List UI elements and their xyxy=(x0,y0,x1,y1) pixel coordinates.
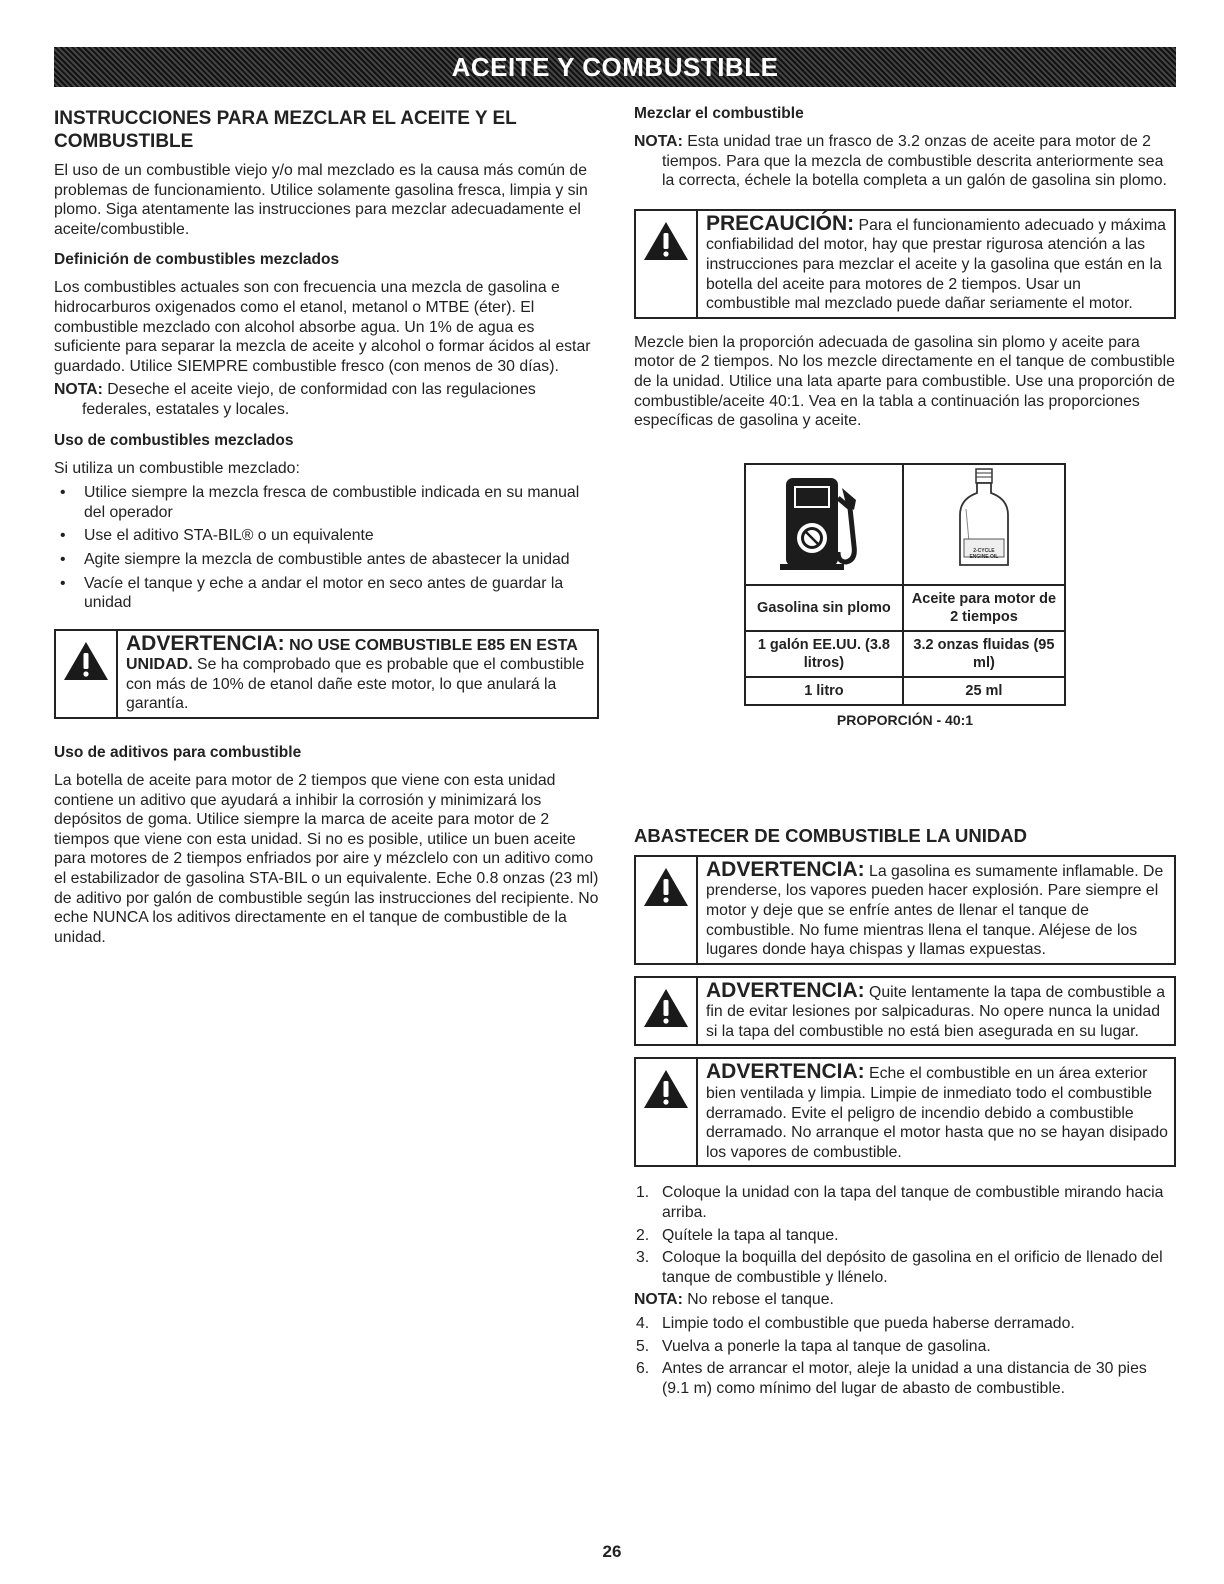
warning-label: ADVERTENCIA: xyxy=(706,1060,865,1084)
warning-body: Se ha comprobado que es probable que el combustible con más de 10% de etanol dañe este motor, lo que anulará la garantía. xyxy=(126,656,585,713)
bullet-item: • Utilice siempre la mezcla fresca de combustible indicada en su manual del operador xyxy=(54,483,599,522)
fuel-ratio-table xyxy=(744,463,1066,706)
step-text: Antes de arrancar el motor, aleje la unidad a una distancia de 30 pies (9.1 m) como mínimo del lugar de abasto de combustible. xyxy=(662,1360,1147,1397)
ventilation-warning-box xyxy=(634,1057,1176,1167)
fueling-steps-a xyxy=(634,1183,1176,1287)
step-number: 2. xyxy=(636,1226,650,1244)
note-text: No rebose el tanque. xyxy=(682,1291,834,1309)
bullet-item: • Use el aditivo STA-BIL® o un equivalente xyxy=(54,526,599,546)
banner-title: ACEITE Y COMBUSTIBLE xyxy=(451,51,779,82)
warning-triangle-icon xyxy=(636,211,698,317)
flammable-warning-box xyxy=(634,855,1176,965)
warning-triangle-icon xyxy=(636,978,698,1045)
step-text: Quítele la tapa al tanque. xyxy=(662,1226,839,1244)
oil-bottle-cell xyxy=(903,464,1065,585)
note-text: Deseche el aceite viejo, de conformidad con las regulaciones federales, estatales y locales. xyxy=(82,381,536,418)
table-cell: 1 litro xyxy=(745,677,903,705)
mixing-heading: INSTRUCCIONES PARA MEZCLAR EL ACEITE Y EL COMBUSTIBLE xyxy=(54,108,517,152)
additives-heading: Uso de aditivos para combustible xyxy=(54,744,302,762)
step-number: 6. xyxy=(636,1360,650,1378)
table-cell: 3.2 onzas fluidas (95 ml) xyxy=(903,631,1065,677)
warning-text xyxy=(698,978,1174,1045)
intro-paragraph: El uso de un combustible viejo y/o mal mezclado es la causa más común de problemas de funcionamiento. Utilice solamente gasolina fresca, limpia y sin plomo. Siga atentamente las instrucciones para mezclar adecuadamente el aceite/combustible. xyxy=(54,162,588,238)
table-cell: 25 ml xyxy=(903,677,1065,705)
note-label: NOTA: xyxy=(54,381,103,399)
page-number: 26 xyxy=(602,1542,622,1561)
left-column xyxy=(54,107,599,947)
fueling-heading: ABASTECER DE COMBUSTIBLE LA UNIDAD xyxy=(634,824,1027,846)
step-item xyxy=(634,1226,1176,1246)
e85-warning-box xyxy=(54,629,599,719)
e85-warning-text xyxy=(118,631,597,717)
step-text: Coloque la boquilla del depósito de gasolina en el orificio de llenado del tanque de combustible y llénelo. xyxy=(662,1249,1163,1286)
warning-triangle-icon xyxy=(636,857,698,963)
bullet-item: • Vacíe el tanque y eche a andar el motor en seco antes de guardar la unidad xyxy=(54,574,599,613)
warning-text xyxy=(698,1059,1174,1165)
step-item xyxy=(634,1248,1176,1287)
step-item xyxy=(634,1183,1176,1222)
caution-box xyxy=(634,209,1176,319)
table-cell: 1 galón EE.UU. (3.8 litros) xyxy=(745,631,903,677)
step-item xyxy=(634,1337,1176,1357)
note-label: NOTA: xyxy=(634,1291,683,1309)
step-text: Coloque la unidad con la tapa del tanque de combustible mirando hacia arriba. xyxy=(662,1184,1164,1222)
oil-bottle-label: 2-CYCLE ENGINE OIL xyxy=(969,547,999,560)
bottle-note xyxy=(634,132,1176,191)
old-oil-note xyxy=(54,380,599,419)
note-text: Esta unidad trae un frasco de 3.2 onzas de aceite para motor de 2 tiempos. Para que la mezcla de combustible descrita anteriormente sea la correcta, échele la botella completa a un galón de gasolina sin plomo. xyxy=(662,133,1167,190)
overfill-note xyxy=(634,1290,1176,1310)
caution-label: PRECAUCIÓN: xyxy=(706,211,855,235)
step-number: 3. xyxy=(636,1249,650,1267)
step-text: Vuelva a ponerle la tapa al tanque de gasolina. xyxy=(662,1337,991,1355)
warning-text xyxy=(698,857,1174,963)
warning-triangle-icon xyxy=(636,1059,698,1165)
warning-label: ADVERTENCIA: xyxy=(706,857,865,881)
step-item xyxy=(634,1359,1176,1398)
warning-triangle-icon xyxy=(56,631,118,717)
mix-paragraph: Mezcle bien la proporción adecuada de gasolina sin plomo y aceite para motor de 2 tiempos. No los mezcle directamente en el tanque de combustible de la unidad. Utilice una lata aparte para combustible. Use una proporción de combustible/aceite 40:1. Vea en la tabla a continuación las proporciones específicas de gasolina y aceite. xyxy=(634,333,1175,430)
gas-pump-cell xyxy=(745,464,903,585)
ratio-caption: PROPORCIÓN - 40:1 xyxy=(836,711,974,728)
caution-body: Para el funcionamiento adecuado y máxima confiabilidad del motor, hay que prestar rigurosa atención a las instrucciones para mezclar el aceite y la gasolina que están en la botella del aceite para motores de 2 tiempos. Usar un combustible mal mezclado puede dañar seriamente el motor. xyxy=(706,216,1166,313)
blended-fuels-heading: Definición de combustibles mezclados xyxy=(54,251,340,269)
warning-label: ADVERTENCIA: xyxy=(126,631,285,655)
gas-header: Gasolina sin plomo xyxy=(745,585,903,631)
caution-text xyxy=(698,211,1174,317)
warning-body: La gasolina es sumamente inflamable. De prenderse, los vapores pueden hacer explosión. Pare siempre el motor y deje que se enfríe antes de llenar el tanque de combustible. No fume mientras llena el tanque. Aléjese de los lugares donde haya chispas y llamas expuestas. xyxy=(706,862,1164,959)
step-number: 4. xyxy=(636,1315,650,1332)
step-item xyxy=(634,1314,1176,1334)
blended-fuel-bullets xyxy=(54,483,599,613)
step-number: 1. xyxy=(636,1184,650,1202)
step-number: 5. xyxy=(636,1337,650,1355)
bullet-item: • Agite siempre la mezcla de combustible antes de abastecer la unidad xyxy=(54,550,599,570)
note-label: NOTA: xyxy=(634,133,683,150)
section-banner xyxy=(54,47,1176,87)
warning-body: Quite lentamente la tapa de combustible a fin de evitar lesiones por salpicaduras. No opere nunca la unidad si la tapa del combustible no está bien asegurada en su lugar. xyxy=(706,983,1165,1040)
using-blended-intro: Si utiliza un combustible mezclado: xyxy=(54,459,300,477)
step-text: Limpie todo el combustible que pueda haberse derramado. xyxy=(662,1315,1075,1332)
gas-pump-icon xyxy=(764,470,884,574)
additives-paragraph: La botella de aceite para motor de 2 tiempos que viene con esta unidad contiene un aditivo que ayudará a inhibir la corrosión y minimizará los depósitos de goma. Utilice siempre la marca de aceite para motor de 2 tiempos que viene con esta unidad. Si no es posible, utilice un buen aceite para motores de 2 tiempos enfriados por aire y mézclelo con un aditivo como el estabilizador de gasolina STA-BIL o un equivalente. Eche 0.8 onzas (23 ml) de aditivo por galón de combustible según las instrucciones del recipiente. No eche NUNCA los aditivos directamente en el tanque de combustible de la unidad. xyxy=(54,772,599,946)
fueling-steps-b xyxy=(634,1314,1176,1398)
blended-fuels-paragraph: Los combustibles actuales son con frecuencia una mezcla de gasolina e hidrocarburos oxigenados como el etanol, metanol o MTBE (éter). El combustible mezclado con alcohol absorbe agua. Un 1% de agua es suficiente para separar la mezcla de aceite y alcohol o formar ácidos al estar guardado. Utilice SIEMPRE combustible fresco (con menos de 30 días). xyxy=(54,279,591,375)
mix-fuel-heading: Mezclar el combustible xyxy=(634,105,804,122)
warning-bold: NO USE COMBUSTIBLE E85 EN ESTA UNIDAD. xyxy=(126,636,578,674)
fuel-cap-warning-box xyxy=(634,976,1176,1047)
warning-body: Eche el combustible en un área exterior bien ventilada y limpia. Limpie de inmediato todo el combustible derramado. Evite el peligro de incendio debido a combustible derramado. No arranque el motor hasta que no se hayan disipado los vapores de combustible. xyxy=(706,1065,1168,1161)
using-blended-heading: Uso de combustibles mezclados xyxy=(54,431,294,449)
warning-label: ADVERTENCIA: xyxy=(706,978,865,1002)
right-column xyxy=(634,104,1176,1401)
oil-header: Aceite para motor de 2 tiempos xyxy=(903,585,1065,631)
